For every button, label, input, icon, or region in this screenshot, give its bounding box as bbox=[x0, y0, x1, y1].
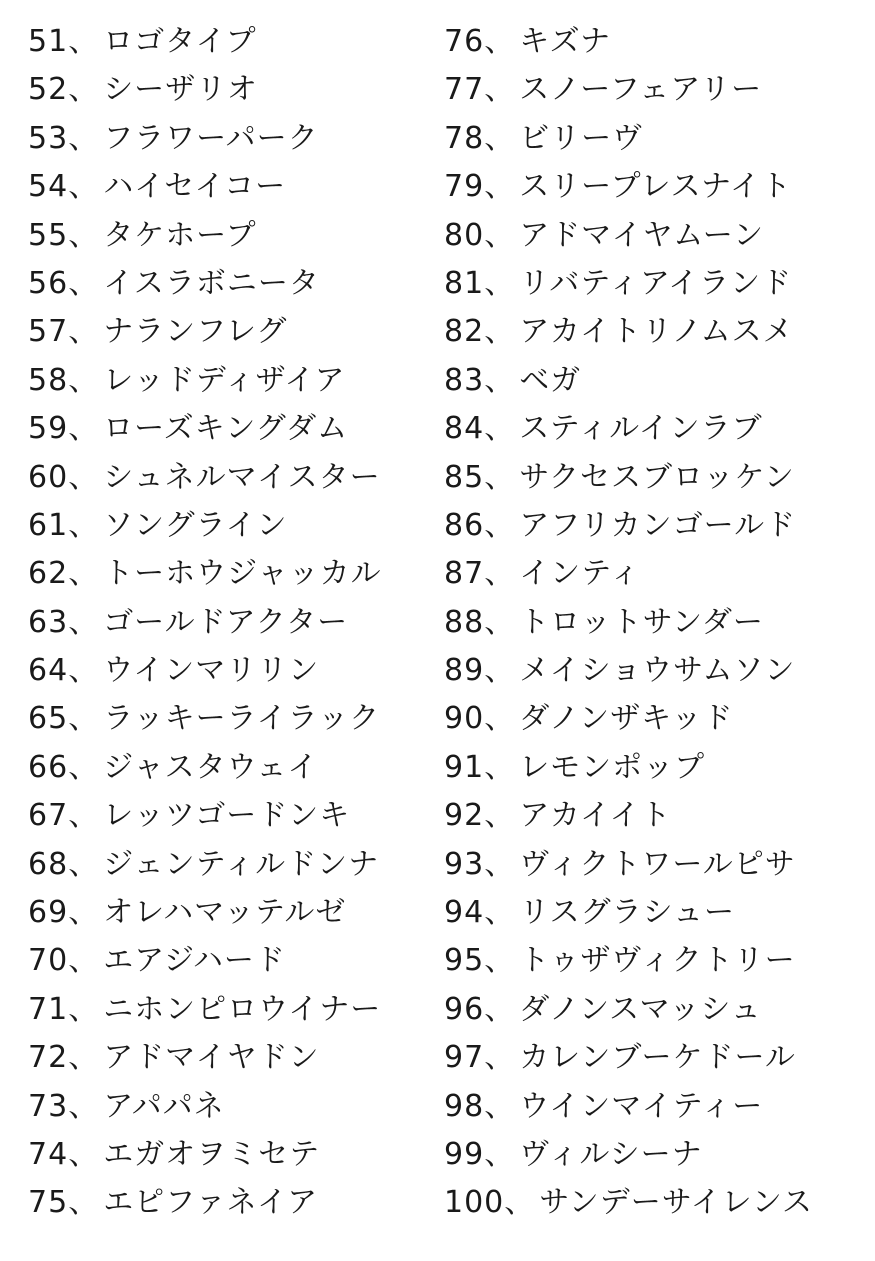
rank-number: 70 bbox=[28, 943, 69, 979]
separator-mark: 、 bbox=[68, 1040, 100, 1076]
rank-number: 57 bbox=[28, 314, 69, 350]
list-item bbox=[28, 889, 382, 937]
rank-number: 61 bbox=[28, 507, 69, 543]
horse-name: カレンブーケドール bbox=[519, 1040, 796, 1076]
rank-number: 54 bbox=[28, 169, 69, 205]
horse-name: ジェンティルドンナ bbox=[103, 846, 380, 882]
rank-number: 72 bbox=[28, 1040, 69, 1076]
horse-name: レモンポップ bbox=[519, 749, 706, 785]
list-item bbox=[28, 937, 382, 985]
list-item bbox=[444, 115, 813, 163]
horse-name: キズナ bbox=[519, 24, 611, 59]
list-item bbox=[444, 163, 813, 211]
rank-number: 98 bbox=[444, 1088, 485, 1124]
rank-number: 80 bbox=[444, 217, 485, 253]
separator-mark: 、 bbox=[68, 653, 100, 689]
separator-mark: 、 bbox=[484, 895, 516, 931]
rank-number: 73 bbox=[28, 1088, 69, 1124]
rank-number: 88 bbox=[444, 604, 485, 640]
list-item bbox=[28, 454, 382, 502]
horse-name: サンデーサイレンス bbox=[539, 1185, 814, 1221]
rank-number: 75 bbox=[28, 1185, 69, 1221]
separator-mark: 、 bbox=[484, 749, 516, 785]
separator-mark: 、 bbox=[68, 846, 100, 882]
list-item bbox=[444, 502, 813, 550]
list-item bbox=[444, 18, 813, 66]
rank-number: 55 bbox=[28, 217, 69, 253]
list-item bbox=[444, 937, 813, 985]
horse-name: ジャスタウェイ bbox=[103, 749, 319, 785]
horse-name: アフリカンゴールド bbox=[519, 507, 797, 543]
horse-name: ニホンピロウイナー bbox=[103, 991, 382, 1027]
horse-name: ウインマイティー bbox=[519, 1088, 764, 1124]
rank-number: 60 bbox=[28, 459, 69, 495]
separator-mark: 、 bbox=[68, 943, 100, 979]
rank-number: 68 bbox=[28, 846, 69, 882]
horse-name: スリープレスナイト bbox=[519, 169, 792, 205]
horse-name: ハイセイコー bbox=[103, 169, 287, 205]
ranking-column-right bbox=[444, 18, 813, 1228]
rank-number: 77 bbox=[444, 72, 485, 108]
list-item bbox=[444, 647, 813, 695]
horse-name: ローズキングダム bbox=[103, 411, 349, 447]
horse-name: ロゴタイプ bbox=[103, 24, 257, 59]
rank-number: 74 bbox=[28, 1136, 69, 1172]
horse-name: タケホープ bbox=[103, 217, 257, 253]
horse-name: トーホウジャッカル bbox=[103, 556, 382, 592]
horse-name: トゥザヴィクトリー bbox=[519, 943, 796, 979]
horse-name: ビリーヴ bbox=[519, 120, 644, 156]
horse-name: レッツゴードンキ bbox=[103, 798, 351, 834]
list-item bbox=[28, 1179, 382, 1227]
rank-number: 82 bbox=[444, 314, 485, 350]
separator-mark: 、 bbox=[68, 314, 100, 350]
list-item bbox=[28, 744, 382, 792]
separator-mark: 、 bbox=[504, 1185, 536, 1221]
separator-mark: 、 bbox=[68, 24, 100, 59]
separator-mark: 、 bbox=[68, 749, 100, 785]
horse-name: フラワーパーク bbox=[103, 120, 319, 156]
list-item bbox=[28, 405, 382, 453]
horse-name: エピファネイア bbox=[103, 1185, 319, 1221]
list-item bbox=[28, 260, 382, 308]
horse-name: ダノンザキッド bbox=[519, 701, 734, 737]
horse-name: ラッキーライラック bbox=[103, 701, 381, 737]
rank-number: 76 bbox=[444, 24, 485, 59]
separator-mark: 、 bbox=[484, 265, 516, 301]
rank-number: 92 bbox=[444, 798, 485, 834]
separator-mark: 、 bbox=[68, 411, 100, 447]
separator-mark: 、 bbox=[484, 991, 516, 1027]
rank-number: 95 bbox=[444, 943, 485, 979]
rank-number: 85 bbox=[444, 459, 485, 495]
rank-number: 83 bbox=[444, 362, 485, 398]
list-item bbox=[444, 1131, 813, 1179]
rank-number: 67 bbox=[28, 798, 69, 834]
separator-mark: 、 bbox=[484, 798, 516, 834]
separator-mark: 、 bbox=[484, 217, 516, 253]
separator-mark: 、 bbox=[68, 798, 100, 834]
rank-number: 59 bbox=[28, 411, 69, 447]
rank-number: 65 bbox=[28, 701, 69, 737]
rank-number: 52 bbox=[28, 72, 69, 108]
list-item bbox=[444, 695, 813, 743]
rank-number: 100 bbox=[444, 1185, 505, 1221]
list-item bbox=[28, 115, 382, 163]
list-item bbox=[28, 1034, 382, 1082]
list-item bbox=[444, 66, 813, 114]
horse-name: インティ bbox=[519, 556, 641, 592]
list-item bbox=[444, 260, 813, 308]
horse-name: スノーフェアリー bbox=[519, 72, 763, 108]
separator-mark: 、 bbox=[68, 507, 100, 543]
separator-mark: 、 bbox=[484, 507, 516, 543]
list-item bbox=[444, 792, 813, 840]
separator-mark: 、 bbox=[68, 1185, 100, 1221]
list-item bbox=[28, 357, 382, 405]
separator-mark: 、 bbox=[484, 604, 516, 640]
horse-name: エアジハード bbox=[103, 943, 286, 979]
separator-mark: 、 bbox=[484, 120, 516, 156]
separator-mark: 、 bbox=[484, 653, 516, 689]
horse-name: ダノンスマッシュ bbox=[519, 991, 762, 1027]
separator-mark: 、 bbox=[68, 1088, 100, 1124]
separator-mark: 、 bbox=[68, 169, 100, 205]
rank-number: 79 bbox=[444, 169, 485, 205]
list-item bbox=[28, 1131, 382, 1179]
rank-number: 69 bbox=[28, 895, 69, 931]
rank-number: 81 bbox=[444, 265, 485, 301]
list-item bbox=[28, 18, 382, 66]
horse-name: ナランフレグ bbox=[103, 314, 288, 350]
horse-name: アドマイヤドン bbox=[103, 1040, 320, 1076]
horse-name: アパパネ bbox=[103, 1088, 225, 1124]
list-item bbox=[444, 841, 813, 889]
separator-mark: 、 bbox=[68, 701, 100, 737]
horse-name: イスラボニータ bbox=[103, 265, 320, 301]
list-item bbox=[28, 212, 382, 260]
rank-number: 78 bbox=[444, 120, 485, 156]
list-item bbox=[28, 66, 382, 114]
list-item bbox=[444, 599, 813, 647]
list-item bbox=[28, 841, 382, 889]
list-item bbox=[444, 405, 813, 453]
list-item bbox=[444, 1083, 813, 1131]
horse-name: ベガ bbox=[519, 362, 582, 398]
rank-number: 63 bbox=[28, 604, 69, 640]
separator-mark: 、 bbox=[68, 362, 100, 398]
separator-mark: 、 bbox=[484, 169, 516, 205]
horse-name: ヴィクトワールピサ bbox=[519, 846, 796, 882]
horse-name: トロットサンダー bbox=[519, 604, 764, 640]
separator-mark: 、 bbox=[68, 72, 100, 108]
separator-mark: 、 bbox=[68, 556, 100, 592]
separator-mark: 、 bbox=[484, 846, 516, 882]
rank-number: 86 bbox=[444, 507, 485, 543]
horse-name: ヴィルシーナ bbox=[519, 1136, 703, 1172]
horse-name: スティルインラブ bbox=[519, 411, 763, 447]
separator-mark: 、 bbox=[484, 1040, 516, 1076]
list-item bbox=[444, 744, 813, 792]
rank-number: 66 bbox=[28, 749, 69, 785]
horse-name: オレハマッテルゼ bbox=[103, 895, 347, 931]
separator-mark: 、 bbox=[68, 895, 100, 931]
horse-name: アカイトリノムスメ bbox=[519, 314, 794, 350]
horse-name: サクセスブロッケン bbox=[519, 459, 795, 495]
horse-name: リバティアイランド bbox=[519, 265, 793, 301]
separator-mark: 、 bbox=[68, 265, 100, 301]
horse-name: レッドディザイア bbox=[103, 362, 346, 398]
separator-mark: 、 bbox=[484, 362, 516, 398]
horse-name: アカイイト bbox=[519, 798, 672, 834]
list-item bbox=[444, 889, 813, 937]
rank-number: 94 bbox=[444, 895, 485, 931]
separator-mark: 、 bbox=[68, 604, 100, 640]
list-item bbox=[28, 1083, 382, 1131]
list-item bbox=[444, 357, 813, 405]
rank-number: 53 bbox=[28, 120, 69, 156]
separator-mark: 、 bbox=[484, 556, 516, 592]
horse-name: シーザリオ bbox=[103, 72, 258, 108]
rank-number: 99 bbox=[444, 1136, 485, 1172]
list-item bbox=[28, 599, 382, 647]
horse-name: ソングライン bbox=[103, 507, 288, 543]
separator-mark: 、 bbox=[484, 24, 516, 59]
horse-name: リスグラシュー bbox=[519, 895, 735, 931]
horse-name: ゴールドアクター bbox=[103, 604, 349, 640]
rank-number: 71 bbox=[28, 991, 69, 1027]
separator-mark: 、 bbox=[68, 120, 100, 156]
rank-number: 90 bbox=[444, 701, 485, 737]
list-item bbox=[28, 550, 382, 598]
separator-mark: 、 bbox=[484, 701, 516, 737]
ranking-column-left bbox=[28, 18, 382, 1228]
rank-number: 84 bbox=[444, 411, 485, 447]
separator-mark: 、 bbox=[484, 1136, 516, 1172]
separator-mark: 、 bbox=[484, 72, 516, 108]
horse-name: ウインマリリン bbox=[103, 653, 320, 689]
rank-number: 62 bbox=[28, 556, 69, 592]
separator-mark: 、 bbox=[68, 217, 100, 253]
list-item bbox=[444, 550, 813, 598]
separator-mark: 、 bbox=[484, 314, 516, 350]
separator-mark: 、 bbox=[484, 411, 516, 447]
separator-mark: 、 bbox=[484, 943, 516, 979]
separator-mark: 、 bbox=[68, 991, 100, 1027]
list-item bbox=[444, 1034, 813, 1082]
separator-mark: 、 bbox=[484, 459, 516, 495]
horse-name: アドマイヤムーン bbox=[519, 217, 765, 253]
rank-number: 91 bbox=[444, 749, 485, 785]
list-item bbox=[444, 212, 813, 260]
horse-name: メイショウサムソン bbox=[519, 653, 796, 689]
rank-number: 58 bbox=[28, 362, 69, 398]
list-item bbox=[28, 695, 382, 743]
rank-number: 51 bbox=[28, 24, 69, 59]
rank-number: 97 bbox=[444, 1040, 485, 1076]
separator-mark: 、 bbox=[68, 459, 100, 495]
list-item bbox=[28, 308, 382, 356]
rank-number: 87 bbox=[444, 556, 485, 592]
list-item bbox=[444, 986, 813, 1034]
list-item bbox=[444, 454, 813, 502]
list-item bbox=[28, 647, 382, 695]
separator-mark: 、 bbox=[484, 1088, 516, 1124]
rank-number: 96 bbox=[444, 991, 485, 1027]
horse-name: シュネルマイスター bbox=[103, 459, 381, 495]
rank-number: 89 bbox=[444, 653, 485, 689]
separator-mark: 、 bbox=[68, 1136, 100, 1172]
horse-name: エガオヲミセテ bbox=[103, 1136, 321, 1172]
list-item bbox=[444, 308, 813, 356]
rank-number: 93 bbox=[444, 846, 485, 882]
rank-number: 56 bbox=[28, 265, 69, 301]
list-item bbox=[28, 986, 382, 1034]
list-item bbox=[28, 502, 382, 550]
list-item bbox=[28, 792, 382, 840]
rank-number: 64 bbox=[28, 653, 69, 689]
list-item bbox=[444, 1179, 813, 1227]
list-item bbox=[28, 163, 382, 211]
